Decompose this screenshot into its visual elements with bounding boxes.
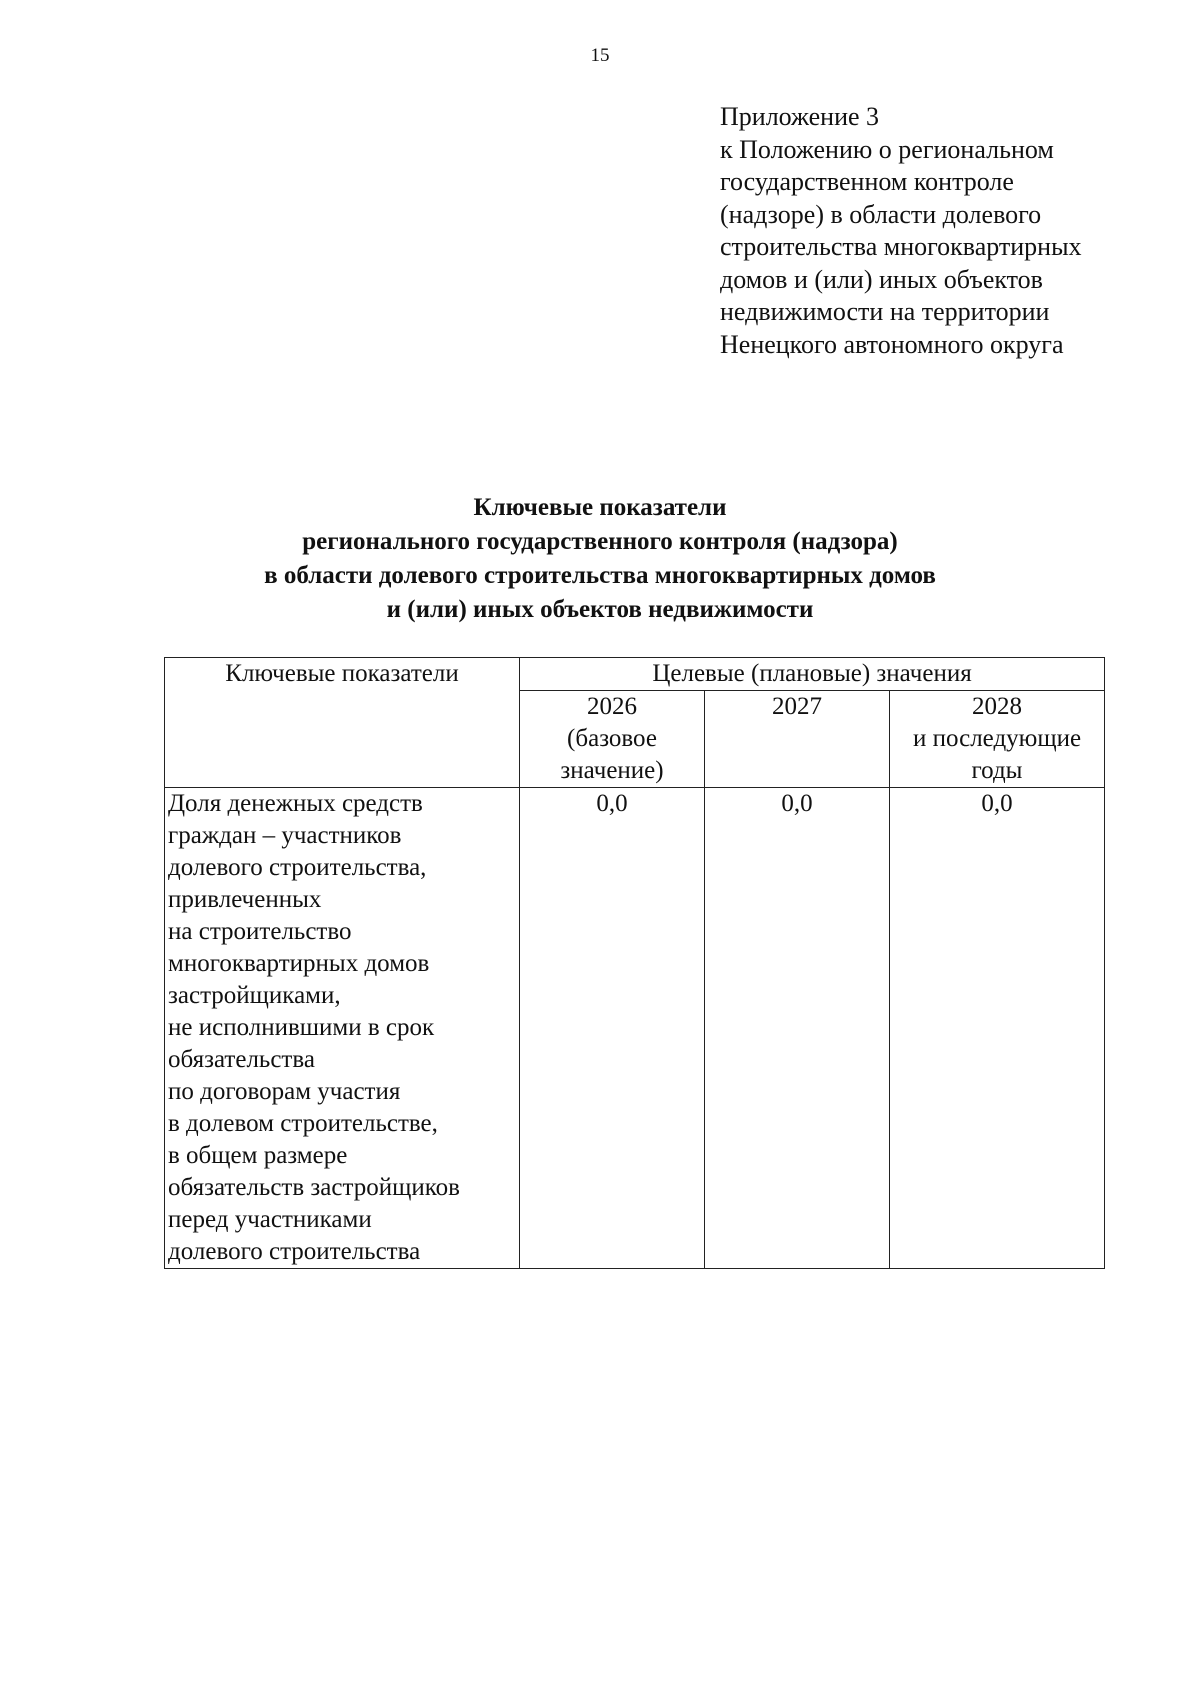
table-header-row — [165, 658, 1105, 691]
indicator-line: на строительство — [168, 918, 352, 945]
header-year-line: годы — [971, 757, 1023, 784]
table-row — [165, 788, 1105, 1269]
header-year-line: (базовое — [567, 725, 657, 752]
header-year-2028 — [890, 691, 1105, 788]
page-number: 15 — [590, 45, 610, 66]
indicator-line: обязательств застройщиков — [168, 1174, 460, 1201]
indicator-line: многоквартирных домов — [168, 950, 430, 977]
indicator-line: не исполнившими в срок — [168, 1014, 435, 1041]
header-year-line: и последующие — [912, 725, 1082, 752]
appendix-line: Приложение 3 — [720, 102, 880, 131]
indicator-line: Доля денежных средств — [168, 790, 423, 817]
title-line: Ключевые показатели — [473, 494, 727, 521]
title-line: в области долевого строительства многоквартирных домов — [264, 562, 936, 589]
header-targets: Целевые (плановые) значения — [520, 658, 1105, 691]
value-2027: 0,0 — [705, 788, 890, 1269]
indicator-line: в общем размере — [168, 1142, 348, 1169]
header-year-2026 — [520, 691, 705, 788]
header-year-line: 2027 — [772, 693, 822, 720]
appendix-note — [720, 101, 1180, 361]
header-year-2027 — [705, 691, 890, 788]
header-indicators: Ключевые показатели — [165, 658, 520, 788]
indicator-line: долевого строительства, — [168, 854, 427, 881]
indicator-line: застройщиками, — [168, 982, 341, 1009]
appendix-line: недвижимости на территории — [720, 297, 1050, 326]
indicator-line: граждан – участников — [168, 822, 402, 849]
indicator-line: в долевом строительстве, — [168, 1110, 438, 1137]
indicator-cell — [165, 788, 520, 1269]
appendix-line: государственном контроле — [720, 167, 1014, 196]
title-line: и (или) иных объектов недвижимости — [386, 596, 814, 623]
indicator-line: обязательства — [168, 1046, 315, 1073]
indicator-line: по договорам участия — [168, 1078, 401, 1105]
header-year-line: значение) — [560, 757, 664, 784]
title-line: регионального государственного контроля (надзора) — [302, 528, 898, 555]
indicator-line: привлеченных — [168, 886, 322, 913]
header-year-line: 2026 — [587, 693, 637, 720]
indicator-line: долевого строительства — [168, 1238, 421, 1265]
header-year-line: 2028 — [972, 693, 1023, 720]
value-2026: 0,0 — [520, 788, 705, 1269]
appendix-line: Ненецкого автономного округа — [720, 329, 1064, 359]
appendix-line: (надзоре) в области долевого — [720, 199, 1042, 229]
document-title — [0, 491, 1200, 627]
key-indicators-table — [164, 657, 1105, 1269]
appendix-line: к Положению о региональном — [720, 134, 1054, 164]
value-2028: 0,0 — [890, 788, 1105, 1269]
appendix-line: домов и (или) иных объектов — [720, 264, 1043, 294]
appendix-line: строительства многоквартирных — [720, 232, 1082, 261]
indicator-line: перед участниками — [168, 1206, 372, 1233]
